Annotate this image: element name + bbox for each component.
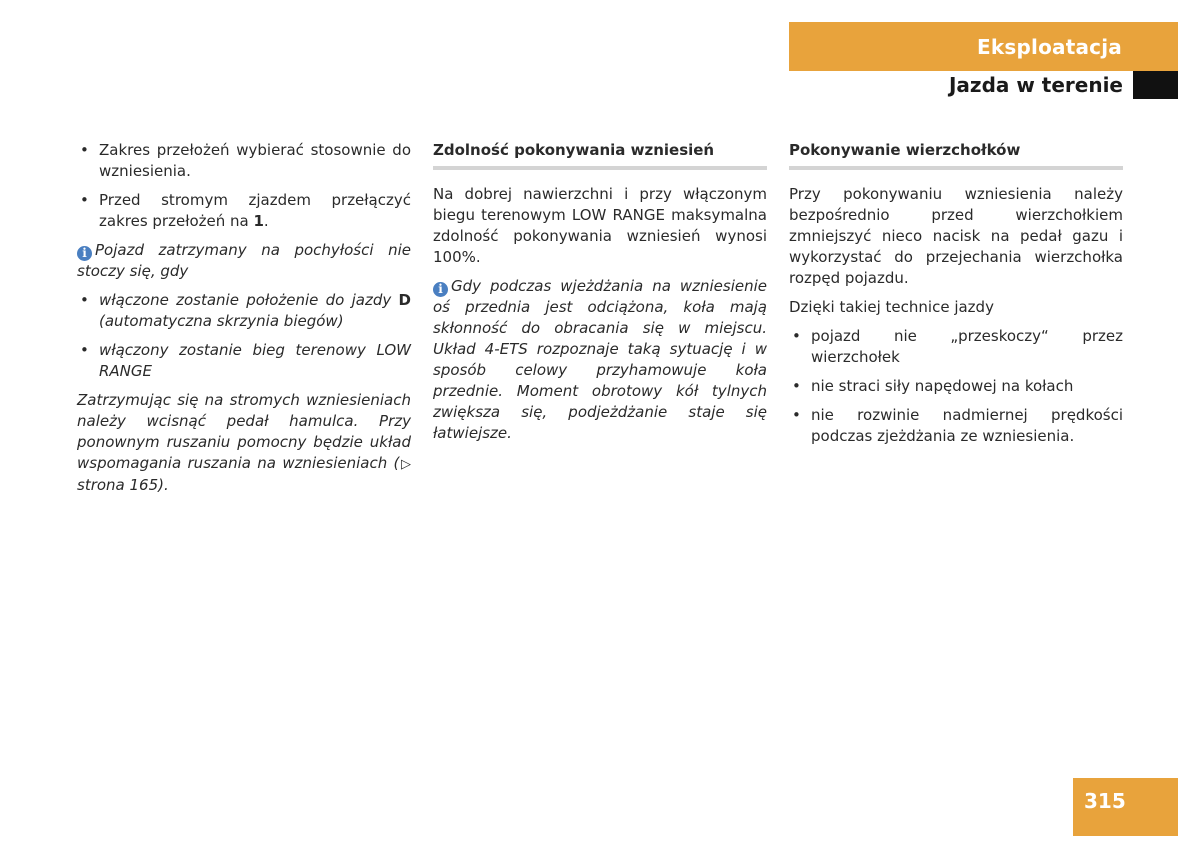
column-right — [789, 140, 1123, 455]
list-item: • nie rozwinie nadmiernej prędkości podczas zjeżdżania ze wzniesienia. — [792, 406, 1123, 445]
section-title: Eksploatacja — [977, 34, 1122, 59]
bullet-dot: • — [80, 141, 89, 159]
gear-label: D — [398, 291, 411, 309]
info-note: i Pojazd zatrzymany na pochyłości nie stoczy się, gdy — [77, 241, 411, 280]
paragraph: Dzięki takiej technice jazdy — [789, 298, 994, 316]
list-item: • Zakres przełożeń wybierać stosownie do wzniesienia. — [80, 141, 411, 180]
bullet-list — [789, 326, 1123, 447]
paragraph: Na dobrej nawierzchni i przy włączonym biegu terenowym LOW RANGE maksymalna zdolność pokonywania wzniesień wynosi 100%. — [433, 185, 767, 266]
bullet-dot: • — [80, 191, 89, 209]
bullet-list — [77, 140, 411, 232]
list-item: • włączony zostanie bieg terenowy LOW RANGE — [80, 341, 411, 380]
paragraph: Przy pokonywaniu wzniesienia należy bezpośrednio przed wierzchołkiem zmniejszyć nieco nacisk na pedał gazu i wykorzystać do przejechania wierzchołka rozpęd pojazdu. — [789, 185, 1123, 287]
list-item: • włączone zostanie położenie do jazdy D (automatyczna skrzynia biegów) — [80, 291, 411, 330]
page-number: 315 — [1084, 789, 1126, 813]
info-note: i Gdy podczas wjeżdżania na wzniesienie oś przednia jest odciążona, koła mają skłonność do obracania się w miejscu. Układ 4-ETS rozpoznaje taką sytuację i w sposób celowy przyhamowuje koła przednie. Moment obrotowy kół tylnych zwiększa się, podjeżdżanie staje się łatwiejsze. — [433, 277, 767, 442]
page-number-box — [1073, 778, 1178, 836]
column-left — [77, 140, 411, 504]
hill-start-paragraph: Zatrzymując się na stromych wzniesieniach należy wcisnąć pedał hamulca. Przy ponownym ruszaniu pomocny będzie układ wspomagania ruszania na wzniesieniach (▷ strona 165). — [77, 391, 412, 494]
subsection-title: Jazda w terenie — [948, 73, 1123, 97]
section-header-band — [789, 22, 1178, 71]
page-reference-arrow-icon: ▷ — [399, 457, 412, 472]
thumb-tab-marker — [1133, 71, 1178, 99]
list-item: • Przed stromym zjazdem przełączyć zakres przełożeń na 1. — [80, 191, 411, 230]
bullet-dot: • — [792, 406, 801, 424]
list-item: • pojazd nie „przeskoczy“ przez wierzchołek — [792, 327, 1123, 366]
info-icon: i — [433, 282, 448, 297]
bullet-dot: • — [80, 341, 89, 359]
bullet-dot: • — [80, 291, 89, 309]
page-reference-link[interactable]: strona 165 — [77, 476, 159, 494]
info-icon: i — [77, 246, 92, 261]
column-middle — [433, 140, 767, 452]
bullet-dot: • — [792, 377, 801, 395]
section-heading: Pokonywanie wierzchołków — [789, 140, 1123, 170]
bullet-dot: • — [792, 327, 801, 345]
list-item: • nie straci siły napędowej na kołach — [792, 377, 1074, 395]
gear-label: 1 — [253, 212, 264, 230]
info-bullet-list — [77, 290, 411, 382]
section-heading: Zdolność pokonywania wzniesień — [433, 140, 767, 170]
subsection-header — [789, 71, 1178, 99]
